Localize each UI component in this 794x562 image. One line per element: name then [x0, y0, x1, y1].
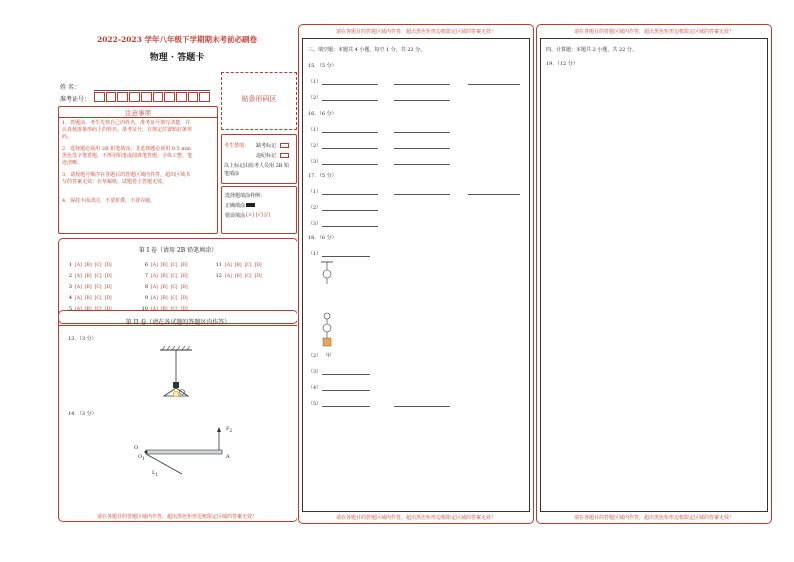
notice-4: 4．保持卡面清洁，不要折叠、不要弄破。	[62, 198, 156, 204]
mc-row[interactable]: 8 [A] [B] [C] [D]	[144, 284, 188, 290]
absent-mark-label: 缺考标记	[256, 143, 277, 149]
mc-row[interactable]: 12 [A] [B] [C] [D]	[215, 273, 262, 279]
mc-row[interactable]: 2 [A] [B] [C] [D]	[68, 273, 112, 279]
q15-label: 15．（5 分）	[308, 63, 337, 69]
wrong-fill-samples: [×] [√] [/]	[246, 212, 270, 218]
q18-sub1: （1）	[308, 251, 322, 257]
correct-fill-label: 正确填涂	[225, 203, 246, 209]
part1-title: 第 I 卷（请用 2B 铅笔填涂）	[138, 247, 218, 254]
q17-sub3: （3）	[308, 221, 322, 227]
lever-label-a: A	[226, 454, 230, 460]
lever-label-f2: $F_2$	[226, 426, 233, 433]
q17-label: 17．（5 分）	[308, 173, 337, 179]
lever-label-o: O	[134, 445, 139, 451]
mc-row[interactable]: 4 [A] [B] [C] [D]	[68, 295, 112, 301]
section4-title: 四、计算题：本题共 2 小题，共 22 分。	[546, 47, 637, 53]
q19-label: 19．（12 分）	[546, 61, 578, 67]
ticket-label: 准考证号：	[60, 96, 91, 103]
proctor-note: 以上标记由监考人员用 2B 铅笔填涂	[224, 163, 290, 177]
exam-notes-label: 考生禁填：	[224, 143, 250, 149]
notice-title: 注意事项	[125, 109, 151, 117]
mc-row[interactable]: 9 [A] [B] [C] [D]	[144, 295, 188, 301]
q18-sub2: （2） 甲	[308, 353, 331, 359]
q18-label: 18．（6 分）	[308, 235, 337, 241]
barcode-label: 贴条形码区	[241, 95, 277, 103]
notice-2: 2．选择题必须用 2B 铅笔填涂；非选择题必须用 0.5 mm 黑色签字笔答题，不得用铅笔或圆珠笔答题；字体工整、笔迹清晰。	[62, 146, 193, 166]
q16-sub2: （2）	[308, 143, 322, 149]
lever-label-l1: $L_1$	[152, 470, 158, 477]
q15-sub2: （2）	[308, 95, 322, 101]
q18-sub5: （5）	[308, 401, 322, 407]
mc-row[interactable]: 11 [A] [B] [C] [D]	[215, 262, 262, 268]
q17-sub1: （1）	[308, 189, 322, 195]
right-top-warning: 请在各题目的答题区域内作答，超出黑色矩形边框限定区域的答案无效！	[573, 29, 734, 35]
notice-1: 1．答题前，考生先将自己的姓名，准考证号填写清楚，并认真核准条形码上的姓名、准考证号，在规定位置贴好条形码。	[62, 120, 193, 140]
left-column-border	[56, 28, 298, 524]
wrong-fill-label: 错误填涂	[225, 213, 246, 219]
exam-title: 2022-2023 学年八年级下学期期末考前必刷卷	[97, 35, 257, 44]
lever-label-o1: $O_1$	[138, 454, 145, 461]
middle-bottom-warning: 请在各题目的答题区域内作答，超出黑色矩形边框限定区域的答案无效！	[335, 515, 496, 521]
right-bottom-warning: 请在各题目的答题区域内作答，超出黑色矩形边框限定区域的答案无效！	[573, 515, 734, 521]
q18-sub4: （4）	[308, 385, 322, 391]
exam-subject: 物理 · 答题卡	[149, 53, 205, 63]
name-label: 姓 名：	[60, 84, 80, 91]
middle-top-warning: 请在各题目的答题区域内作答，超出黑色矩形边框限定区域的答案无效！	[335, 29, 496, 35]
middle-column-border	[298, 24, 534, 524]
mc-row[interactable]: 10 [A] [B] [C] [D]	[141, 306, 188, 312]
q14-label: 14．（3 分）	[68, 411, 97, 417]
q18-sub3: （3）	[308, 369, 322, 375]
mc-row[interactable]: 6 [A] [B] [C] [D]	[144, 262, 188, 268]
notice-3: 3．请按题号顺序在各题目的答题区域内作答，超出区域书写的答案无效；在草稿纸、试题卷上答题无效。	[62, 172, 191, 185]
section3-title: 三、填空题：本题共 4 小题，每空 1 分，共 22 分。	[308, 47, 426, 53]
mc-row[interactable]: 5 [A] [B] [C] [D]	[68, 306, 112, 312]
q16-sub1: （1）	[308, 127, 322, 133]
violation-mark-label: 违纪标记	[256, 153, 277, 159]
mc-row[interactable]: 3 [A] [B] [C] [D]	[68, 284, 112, 290]
mc-row[interactable]: 7 [A] [B] [C] [D]	[144, 273, 188, 279]
q13-label: 13．（3 分）	[68, 336, 97, 342]
q16-label: 16．（6 分）	[308, 111, 337, 117]
sample-title: 选择题填涂样例：	[225, 193, 266, 199]
part2-title: 第 II 卷（请在各试题的答题区内作答）	[125, 319, 231, 326]
right-column-border	[536, 24, 772, 524]
q16-sub3: （3）	[308, 159, 322, 165]
left-bottom-warning: 请在各题目的答题区域内作答，超出黑色矩形边框限定区域的答案无效！	[96, 514, 257, 520]
q15-sub1: （1）	[308, 79, 322, 85]
mc-row[interactable]: 1 [A] [B] [C] [D]	[68, 262, 112, 268]
q17-sub2: （2）	[308, 205, 322, 211]
